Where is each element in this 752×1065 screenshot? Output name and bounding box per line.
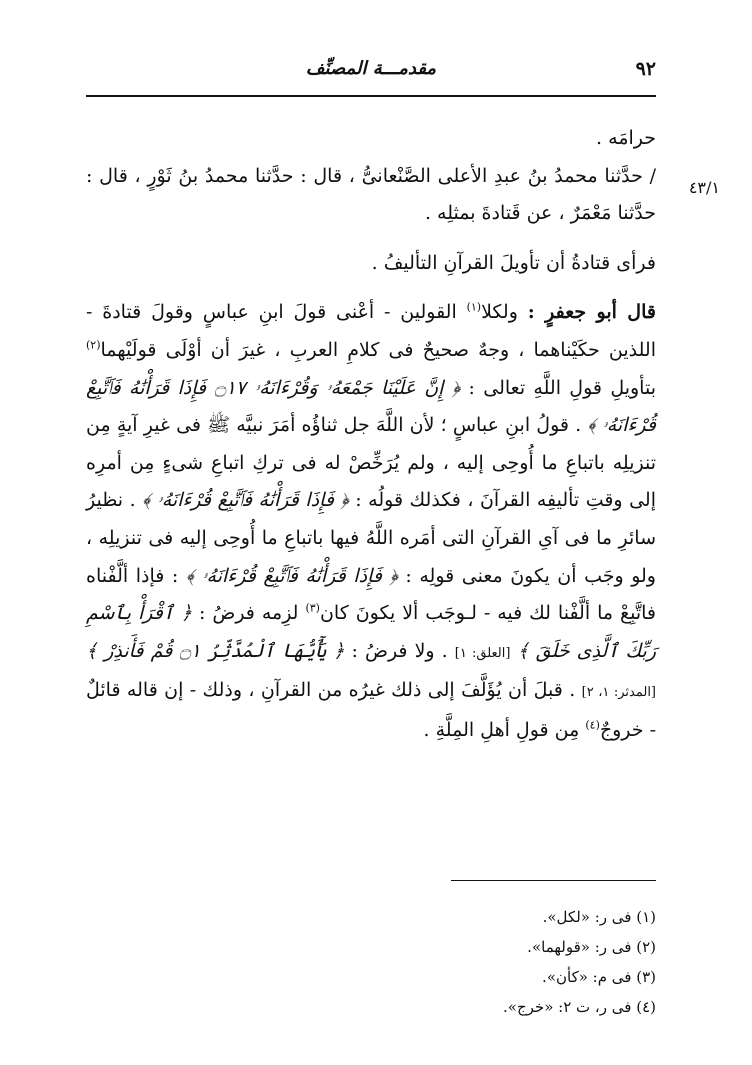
footnote-marker-4: (٤) <box>585 718 600 732</box>
footnote-3: (٣) فى م: «كأن». <box>542 968 656 986</box>
footnote-1: (١) فى ر: «لكل». <box>542 908 656 926</box>
margin-reference: ٤٣/١ <box>688 178 720 197</box>
text-segment: . قبلَ أن يُؤَلَّفَ إلى ذلك غيرُه من القرآنِ ، وذلك - إن قاله قائلٌ - خروجٌ <box>86 679 656 741</box>
text-segment: : فإذا ألَّفْناه فاتَّبِعْ ما ألَّفْنا لك فيه - لـوجَب ألا يكونَ كان <box>86 564 657 625</box>
text-segment: . ولا فرضُ : <box>351 639 448 662</box>
paragraph-1: حرامَه . <box>596 127 656 149</box>
text-segment: . نظيرُ سائرِ ما فى آىِ القرآنِ التى أمَره اللَّهُ فيها باتباعِ ما أُوحِى إليه فى تنزيلِه ، ولو وجَب أن يكونَ معنى قولِه : <box>86 489 656 587</box>
quran-verse: ﴿ فَإِذَا قَرَأْنَٰهُ فَٱتَّبِعْ قُرْءَانَهُۥ ﴾ <box>142 489 349 512</box>
footnotes <box>86 902 656 1022</box>
paragraph-3: فرأى قتادةُ أن تأويلَ القرآنِ التأليفُ . <box>371 251 656 274</box>
text-segment: القولين - أعْنى قولَ ابنِ عباسٍ وقولَ قتادةَ - اللذين حكَيْناهما ، وجهٌ صحيحٌ فى كلامِ العربِ ، غيرَ أن أوْلَى قولَيْهما <box>86 301 656 361</box>
footnote-rule <box>451 880 656 881</box>
quran-verse: ﴿ يَٰٓأَيُّهَا ٱلْمُدَّثِّرُ ۝١ قُمْ فَأَنذِرْ ﴾ <box>86 639 345 662</box>
footnote-marker-1: (١) <box>466 301 482 315</box>
paragraph-4 <box>86 294 656 749</box>
footnote-marker-3: (٣) <box>305 601 320 615</box>
page-header <box>86 56 656 92</box>
quran-verse: ﴿ إِنَّ عَلَيْنَا جَمْعَهُۥ وَقُرْءَانَهُۥ ۝١٧ فَإِذَا قَرَأْنَٰهُ فَٱتَّبِعْ قُرْءَانَهُۥ ﴾ <box>86 376 657 437</box>
verse-citation: [العلق: ١] <box>454 645 511 661</box>
text-segment: مِن قولِ أهلِ المِلَّةِ . <box>423 718 580 741</box>
quran-verse: ﴿ ٱقْرَأْ بِٱسْمِ رَبِّكَ ٱلَّذِى خَلَقَ ﴾ <box>86 602 656 662</box>
footnote-marker-2: (٢) <box>86 338 101 352</box>
running-title: مقدمـــة المصنِّف <box>305 58 437 79</box>
text-segment: . قولُ ابنِ عباسٍ ؛ لأن اللَّهَ جل ثناؤُه أمَرَ نبيَّه ﷺ فى غيرِ آيةٍ مِن تنزيلِه باتباعِ ما أُوحِى إليه ، ولم يُرَخِّصْ له فى تركِ اتباعِ شىءٍ مِن أمرِه إلى وقتِ تأليفِه القرآنَ ، فكذلك قولُه : <box>86 414 656 512</box>
text-segment: لزِمه فرضُ : <box>198 602 299 625</box>
quran-verse: ﴿ فَإِذَا قَرَأْنَٰهُ فَٱتَّبِعْ قُرْءَانَهُۥ ﴾ <box>185 564 398 587</box>
paragraph-2: / حدَّثنا محمدُ بنُ عبدِ الأعلى الصَّنْعانىُّ ، قال : حدَّثنا محمدُ بنُ ثَوْرٍ ، قال : حدَّثنا مَعْمَرٌ ، عن قَتادةَ بمثلِه . <box>86 164 656 225</box>
page-number: ٩٢ <box>635 58 656 80</box>
text-segment: ولكلا <box>481 301 518 324</box>
text-segment: بتأويلِ قولِ اللَّهِ تعالى : <box>468 376 656 399</box>
main-text <box>86 120 656 750</box>
speaker-name: قال أبو جعفرٍ : <box>527 301 656 324</box>
footnote-4: (٤) فى ر، ت ٢: «خرج». <box>503 998 656 1016</box>
header-rule <box>86 95 656 97</box>
footnote-2: (٢) فى ر: «قولهما». <box>527 938 656 956</box>
verse-citation: [المدثر: ١، ٢] <box>581 685 657 701</box>
